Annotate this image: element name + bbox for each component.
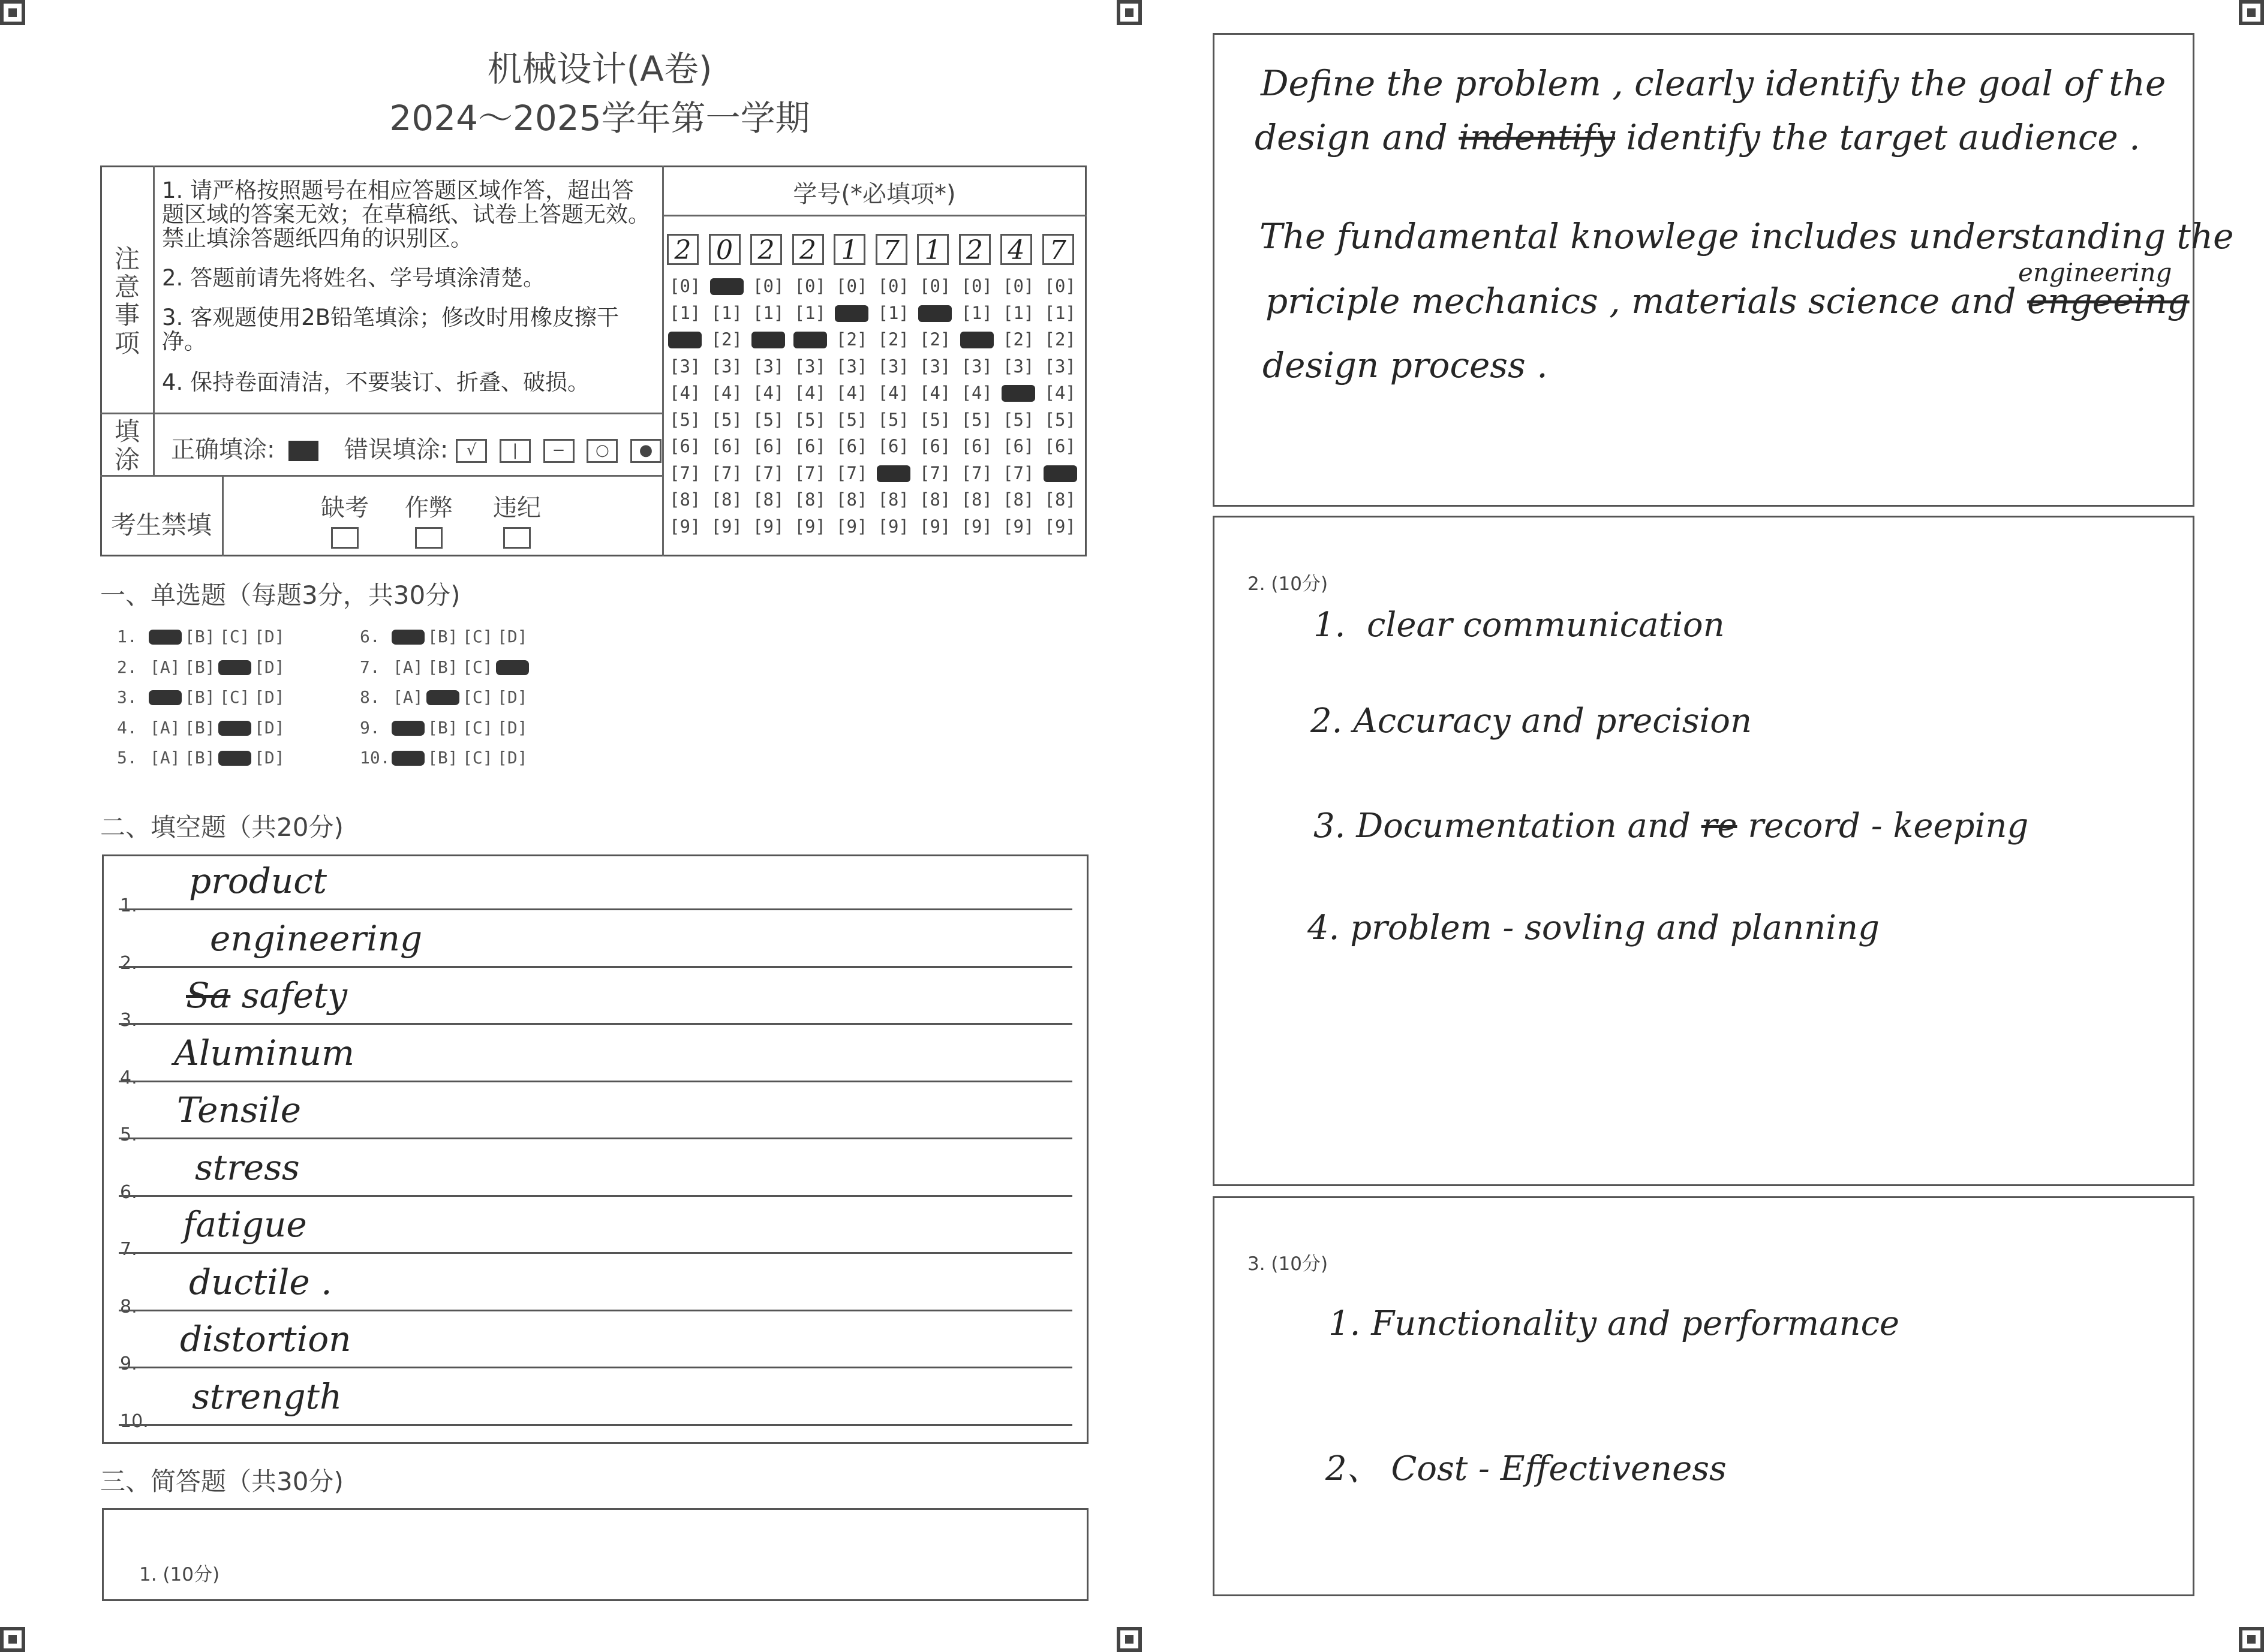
student-id-digit-8[interactable]: 2	[959, 234, 991, 265]
student-id-bubble[interactable]: [2]	[1003, 329, 1035, 350]
student-id-bubble[interactable]: [1]	[794, 302, 826, 323]
student-id-bubble[interactable]: [7]	[669, 462, 701, 483]
student-id-bubble[interactable]: [4]	[753, 383, 784, 403]
fill-blank-answer-7[interactable]: fatigue	[183, 1204, 307, 1245]
mcq-option-d[interactable]: [D]	[254, 687, 285, 707]
student-id-bubble[interactable]: [0]	[919, 276, 951, 296]
mcq-option-b[interactable]: [B]	[185, 748, 215, 768]
q2-label: 2. (10分)	[1247, 573, 1328, 595]
mcq-question-7	[360, 657, 576, 679]
student-id-bubble[interactable]: [9]	[753, 516, 784, 537]
q3-box	[1213, 1196, 2194, 1596]
student-id-digit-6[interactable]: 7	[876, 234, 907, 265]
student-id-bubble[interactable]	[711, 276, 742, 296]
student-id-bubble[interactable]: [8]	[1003, 489, 1035, 510]
student-id-bubble[interactable]: [0]	[1003, 276, 1035, 296]
student-id-bubble[interactable]: [3]	[1003, 356, 1035, 377]
mcq-option-d[interactable]: [D]	[497, 627, 528, 646]
mcq-question-number: 9.	[360, 717, 380, 738]
section2-title: 二、填空题（共20分)	[100, 813, 344, 842]
student-id-bubble[interactable]: [5]	[711, 409, 742, 430]
mcq-option-d[interactable]	[497, 657, 528, 677]
student-id-bubble[interactable]: [1]	[669, 302, 701, 323]
fill-blank-answer-1[interactable]: product	[189, 860, 327, 901]
fill-blank-answer-2[interactable]: engineering	[210, 917, 423, 959]
student-id-bubble[interactable]: [0]	[961, 276, 993, 296]
absent-option: 缺考	[321, 489, 369, 550]
student-id-bubble[interactable]: [4]	[836, 383, 868, 403]
q1-answer-line-5: design process .	[1262, 345, 1548, 386]
mcq-question-10	[360, 748, 576, 769]
student-id-bubble[interactable]: [1]	[1003, 302, 1035, 323]
student-id-bubble[interactable]	[836, 303, 867, 323]
student-id-bubble[interactable]	[1045, 463, 1076, 483]
student-id-bubble[interactable]: [7]	[753, 462, 784, 483]
student-id-bubble[interactable]: [8]	[961, 489, 993, 510]
mcq-option-c[interactable]	[220, 748, 250, 768]
mcq-option-c[interactable]	[220, 657, 250, 677]
mcq-question-2	[117, 657, 333, 679]
student-id-bubble[interactable]: [9]	[961, 516, 993, 537]
absent-checkbox[interactable]	[331, 527, 359, 549]
student-id-bubble[interactable]: [9]	[1044, 516, 1076, 537]
mcq-option-b[interactable]: [B]	[185, 657, 215, 677]
fill-blank-answer-3[interactable]: Sa safety	[186, 975, 347, 1016]
mcq-question-number: 6.	[360, 627, 380, 646]
mcq-option-b[interactable]: [B]	[428, 627, 458, 646]
student-id-bubble[interactable]: [7]	[961, 462, 993, 483]
q3-answer-2: 2、 Cost - Effectiveness	[1325, 1449, 1727, 1488]
mcq-question-number: 3.	[117, 687, 137, 707]
fill-blank-line	[119, 1310, 1072, 1311]
section3-title: 三、简答题（共30分)	[100, 1467, 344, 1496]
mcq-question-3	[117, 687, 333, 709]
student-id-bubble[interactable]: [1]	[877, 302, 909, 323]
student-id-bubble[interactable]: [3]	[961, 356, 993, 377]
fill-blank-answer-8[interactable]: ductile .	[189, 1261, 332, 1302]
student-id-bubble[interactable]: [6]	[1003, 436, 1035, 456]
mcq-option-d[interactable]: [D]	[497, 687, 528, 707]
student-id-bubble[interactable]: [8]	[836, 489, 868, 510]
student-id-bubble[interactable]	[1003, 383, 1034, 403]
student-id-bubble[interactable]: [9]	[794, 516, 826, 537]
fill-blank-number: 6.	[120, 1181, 137, 1203]
student-id-bubble[interactable]: [5]	[753, 409, 784, 430]
student-id-digit-1[interactable]: 2	[667, 234, 699, 265]
mcq-option-d[interactable]: [D]	[254, 627, 285, 646]
q1-answer-line-4: priciple mechanics , materials science and engeeing	[1265, 281, 2190, 321]
student-id-bubble[interactable]: [6]	[794, 436, 826, 456]
student-id-bubble[interactable]: [7]	[794, 462, 826, 483]
q1-answer-line-1: Define the problem , clearly identify the goal of the	[1261, 63, 2166, 104]
q3-label: 3. (10分)	[1247, 1253, 1328, 1275]
student-id-bubble[interactable]: [3]	[1044, 356, 1076, 377]
student-id-digit-2[interactable]: 0	[709, 234, 741, 265]
mcq-option-b[interactable]: [B]	[185, 687, 215, 707]
fill-blank-line	[119, 1138, 1072, 1139]
student-id-bubble[interactable]: [6]	[961, 436, 993, 456]
student-id-digit-4[interactable]: 2	[792, 234, 824, 265]
fill-blank-answer-6[interactable]: stress	[195, 1147, 300, 1188]
student-id-bubble[interactable]: [3]	[919, 356, 951, 377]
mcq-option-a[interactable]: [A]	[393, 657, 423, 677]
student-id-bubble[interactable]: [0]	[753, 276, 784, 296]
student-id-bubble[interactable]: [8]	[877, 489, 909, 510]
q2-answer-4: 4. problem - sovling and planning	[1307, 908, 1880, 947]
student-id-bubble[interactable]: [6]	[669, 436, 701, 456]
student-id-bubble[interactable]	[919, 303, 951, 323]
mcq-option-d[interactable]: [D]	[497, 748, 528, 768]
mcq-option-a[interactable]	[393, 627, 423, 646]
student-id-bubble[interactable]: [2]	[836, 329, 868, 350]
student-id-bubble[interactable]: [0]	[669, 276, 701, 296]
student-id-bubble[interactable]: [7]	[836, 462, 868, 483]
mcq-question-1	[117, 627, 333, 648]
student-id-bubble[interactable]: [0]	[877, 276, 909, 296]
student-id-bubble[interactable]: [5]	[919, 409, 951, 430]
student-id-bubble[interactable]: [9]	[711, 516, 742, 537]
student-id-bubble[interactable]: [6]	[753, 436, 784, 456]
mcq-option-c[interactable]	[220, 718, 250, 738]
mcq-option-a[interactable]	[393, 748, 423, 768]
q1-box-left	[102, 1508, 1089, 1601]
student-id-bubble[interactable]: [5]	[877, 409, 909, 430]
corner-mark-top-left	[0, 0, 25, 25]
exam-term: 2024～2025学年第一学期	[389, 98, 810, 139]
student-id-label: 学号(*必填项*)	[793, 180, 956, 208]
student-id-bubble[interactable]: [5]	[1044, 409, 1076, 430]
student-id-bubble[interactable]	[961, 329, 993, 350]
fill-blank-answer-10[interactable]: strength	[192, 1376, 342, 1417]
mcq-option-d[interactable]: [D]	[254, 717, 285, 738]
mcq-question-number: 7.	[360, 657, 380, 677]
mcq-question-number: 1.	[117, 627, 137, 646]
student-id-digit-9[interactable]: 4	[1000, 234, 1032, 265]
student-id-bubble[interactable]: [6]	[919, 436, 951, 456]
student-id-bubble[interactable]: [7]	[919, 462, 951, 483]
student-id-bubble[interactable]: [1]	[961, 302, 993, 323]
mcq-option-b[interactable]: [B]	[428, 657, 458, 677]
student-id-bubble[interactable]: [0]	[836, 276, 868, 296]
corner-mark-top-right	[2239, 0, 2264, 25]
examiner-label: 考生禁填	[111, 510, 212, 540]
mcq-question-5	[117, 748, 333, 769]
q1-label: 1. (10分)	[139, 1564, 220, 1585]
student-id-bubble[interactable]: [5]	[1003, 409, 1035, 430]
student-id-bubble[interactable]: [3]	[669, 356, 701, 377]
mcq-option-c[interactable]: [C]	[462, 627, 493, 646]
mcq-option-b[interactable]	[428, 687, 458, 707]
corner-mark-bottom-left	[0, 1627, 25, 1652]
student-id-bubble[interactable]: [3]	[877, 356, 909, 377]
student-id-bubble[interactable]	[753, 329, 784, 350]
mcq-option-a[interactable]	[150, 687, 181, 707]
mcq-question-8	[360, 687, 576, 709]
student-id-bubble[interactable]: [8]	[794, 489, 826, 510]
mcq-option-c[interactable]: [C]	[220, 687, 250, 707]
corner-mark-top-center	[1117, 0, 1142, 25]
student-id-bubble[interactable]: [2]	[1044, 329, 1076, 350]
q1-answer-insertion: engineering	[2018, 258, 2172, 287]
fill-blank-line	[119, 908, 1072, 910]
wrong-fill-example-2: |	[500, 439, 531, 463]
student-id-bubble[interactable]: [6]	[836, 436, 868, 456]
student-id-bubble[interactable]: [2]	[919, 329, 951, 350]
student-id-bubble[interactable]: [1]	[1044, 302, 1076, 323]
student-id-bubble[interactable]: [4]	[794, 383, 826, 403]
mcq-option-c[interactable]: [C]	[220, 627, 250, 646]
student-id-bubble[interactable]: [0]	[1044, 276, 1076, 296]
fill-blank-number: 7.	[120, 1239, 137, 1260]
corner-mark-bottom-center	[1117, 1627, 1142, 1652]
fill-blank-line	[119, 1424, 1072, 1426]
student-id-bubble[interactable]: [3]	[836, 356, 868, 377]
fill-blank-line	[119, 1367, 1072, 1368]
student-id-digit-10[interactable]: 7	[1042, 234, 1074, 265]
student-id-bubble[interactable]: [4]	[961, 383, 993, 403]
student-id-bubble[interactable]: [8]	[919, 489, 951, 510]
student-id-digit-7[interactable]: 1	[917, 234, 949, 265]
corner-mark-bottom-right	[2239, 1627, 2264, 1652]
mcq-question-6	[360, 627, 576, 648]
mcq-option-a[interactable]	[393, 718, 423, 738]
student-id-bubble[interactable]: [0]	[794, 276, 826, 296]
fill-blank-number: 3.	[120, 1010, 137, 1031]
student-id-bubble[interactable]: [5]	[794, 409, 826, 430]
student-id-bubble[interactable]: [9]	[836, 516, 868, 537]
student-id-bubble[interactable]	[669, 329, 700, 350]
mcq-option-c[interactable]: [C]	[462, 748, 493, 768]
student-id-bubble[interactable]: [1]	[711, 302, 742, 323]
violation-option: 违纪	[493, 489, 541, 550]
student-id-bubble[interactable]: [4]	[711, 383, 742, 403]
wrong-fill-example-5: ●	[630, 439, 662, 463]
fill-blank-line	[119, 1081, 1072, 1082]
notice-item-1: 1. 请严格按照题号在相应答题区域作答，超出答题区域的答案无效；在草稿纸、试卷上答题无效。禁止填涂答题纸四角的识别区。	[162, 177, 650, 251]
wrong-fill-example-4: ○	[587, 439, 618, 463]
student-id-bubble[interactable]: [9]	[669, 516, 701, 537]
fill-guide-row	[171, 431, 666, 465]
student-id-bubble[interactable]	[795, 329, 826, 350]
mcq-option-b[interactable]: [B]	[428, 717, 458, 738]
student-id-bubble[interactable]: [3]	[794, 356, 826, 377]
fill-blank-line	[119, 1023, 1072, 1025]
mcq-option-c[interactable]: [C]	[462, 657, 493, 677]
q3-answer-1: 1. Functionality and performance	[1328, 1304, 1900, 1343]
student-id-bubble[interactable]: [6]	[1044, 436, 1076, 456]
fill-blank-line	[119, 1195, 1072, 1197]
mcq-question-number: 4.	[117, 717, 137, 738]
q2-answer-2: 2. Accuracy and precision	[1310, 702, 1752, 741]
q2-answer-3: 3. Documentation and re record - keeping	[1313, 807, 2029, 845]
mcq-question-9	[360, 718, 576, 739]
fill-guide-label: 填涂	[114, 417, 140, 474]
section1-title: 一、单选题（每题3分，共30分)	[100, 580, 461, 610]
mcq-option-a[interactable]	[150, 627, 181, 646]
student-id-digit-3[interactable]: 2	[750, 234, 782, 265]
student-id-bubble[interactable]: [4]	[877, 383, 909, 403]
mcq-option-b[interactable]: [B]	[185, 627, 215, 646]
q2-answer-1: 1. clear communication	[1313, 606, 1725, 645]
student-id-bubble[interactable]: [6]	[877, 436, 909, 456]
student-id-digit-5[interactable]: 1	[834, 234, 865, 265]
student-id-bubble[interactable]: [6]	[711, 436, 742, 456]
student-id-bubble[interactable]: [9]	[1003, 516, 1035, 537]
mcq-option-a[interactable]: [A]	[393, 687, 423, 707]
student-id-bubble[interactable]: [7]	[711, 462, 742, 483]
mcq-option-d[interactable]: [D]	[254, 748, 285, 768]
fill-blank-number: 1.	[120, 895, 137, 916]
mcq-option-d[interactable]: [D]	[254, 657, 285, 677]
student-id-bubble[interactable]	[878, 463, 909, 483]
student-id-bubble[interactable]: [8]	[669, 489, 701, 510]
fill-blank-number: 8.	[120, 1296, 137, 1317]
mcq-question-4	[117, 718, 333, 739]
correct-fill-example	[288, 441, 318, 461]
student-id-bubble[interactable]: [5]	[961, 409, 993, 430]
student-id-bubble[interactable]: [2]	[711, 329, 742, 350]
fill-blank-answer-5[interactable]: Tensile	[177, 1090, 302, 1130]
student-id-bubble[interactable]: [5]	[836, 409, 868, 430]
student-id-bubble[interactable]: [3]	[753, 356, 784, 377]
student-id-bubble[interactable]: [9]	[919, 516, 951, 537]
mcq-question-number: 8.	[360, 687, 380, 707]
wrong-fill-example-3: −	[543, 439, 575, 463]
mcq-option-a[interactable]: [A]	[150, 717, 181, 738]
mcq-option-b[interactable]: [B]	[185, 717, 215, 738]
cheat-checkbox[interactable]	[415, 527, 443, 549]
mcq-option-c[interactable]: [C]	[462, 717, 493, 738]
student-id-bubble[interactable]: [1]	[753, 302, 784, 323]
mcq-question-number: 5.	[117, 748, 137, 768]
mcq-option-d[interactable]: [D]	[497, 717, 528, 738]
fill-blank-answer-4[interactable]: Aluminum	[174, 1032, 355, 1073]
fill-blank-answer-9[interactable]: distortion	[180, 1319, 351, 1359]
fill-blank-number: 2.	[120, 952, 137, 974]
student-id-bubble[interactable]: [8]	[1044, 489, 1076, 510]
student-id-bubble[interactable]: [8]	[753, 489, 784, 510]
mcq-question-number: 10.	[360, 748, 390, 768]
notice-item-4: 4. 保持卷面清洁，不要装订、折叠、破损。	[162, 369, 590, 395]
notice-item-3: 3. 客观题使用2B铅笔填涂；修改时用橡皮擦干净。	[162, 305, 619, 354]
student-id-bubble[interactable]: [4]	[919, 383, 951, 403]
student-id-bubble[interactable]: [9]	[877, 516, 909, 537]
mcq-question-number: 2.	[117, 657, 137, 677]
mcq-option-a[interactable]: [A]	[150, 657, 181, 677]
wrong-fill-label: 错误填涂:	[344, 436, 449, 464]
mcq-option-a[interactable]: [A]	[150, 748, 181, 768]
notice-label: 注意事项	[114, 244, 140, 358]
cheat-option: 作弊	[405, 489, 453, 550]
student-id-bubble[interactable]: [5]	[669, 409, 701, 430]
fill-blank-line	[119, 966, 1072, 968]
student-id-bubble[interactable]: [7]	[1003, 462, 1035, 483]
q1-answer-line-3: The fundamental knowlege includes understanding the	[1259, 216, 2234, 257]
exam-title: 机械设计(A卷)	[487, 49, 712, 89]
wrong-fill-example-1: √	[456, 439, 487, 463]
correct-fill-label: 正确填涂:	[171, 436, 275, 464]
fill-blank-number: 4.	[120, 1067, 137, 1088]
student-id-bubble[interactable]: [8]	[711, 489, 742, 510]
fill-blank-number: 9.	[120, 1353, 137, 1374]
fill-blank-number: 10.	[120, 1410, 149, 1432]
student-id-bubble[interactable]: [4]	[669, 383, 701, 403]
notice-item-2: 2. 答题前请先将姓名、学号填涂清楚。	[162, 265, 546, 291]
student-id-bubble[interactable]: [3]	[711, 356, 742, 377]
fill-blank-line	[119, 1252, 1072, 1254]
fill-blank-number: 5.	[120, 1124, 137, 1145]
student-id-bubble[interactable]: [4]	[1044, 383, 1076, 403]
violation-checkbox[interactable]	[503, 527, 531, 549]
student-id-bubble[interactable]: [2]	[877, 329, 909, 350]
mcq-option-b[interactable]: [B]	[428, 748, 458, 768]
mcq-option-c[interactable]: [C]	[462, 687, 493, 707]
q1-answer-line-2: design and indentify identify the target audience .	[1255, 117, 2140, 158]
